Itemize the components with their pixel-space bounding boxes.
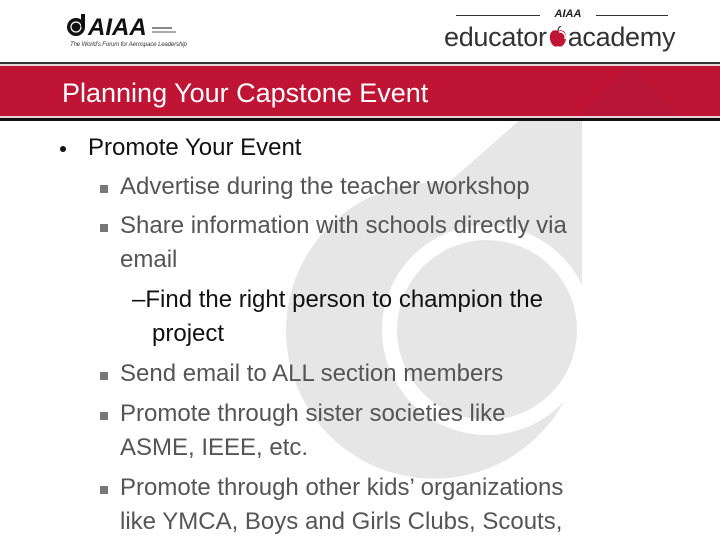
slide-header [0, 0, 720, 62]
ea-top-line [456, 8, 668, 22]
bullet-share-info-cont: email [120, 246, 178, 273]
slide-title: Planning Your Capstone Event [62, 78, 429, 108]
bullet-square-icon [100, 412, 108, 420]
bullet-square-icon [100, 185, 108, 193]
aiaa-mark-icon [66, 12, 178, 38]
bullet-square-icon [100, 372, 108, 380]
bullet-promote-your-event: Promote Your Event [88, 134, 302, 161]
title-rule-dark [0, 118, 720, 121]
svg-text:AIAA: AIAA [88, 14, 147, 38]
ea-aiaa-text: AIAA [554, 8, 582, 20]
bullet-square-icon [100, 486, 108, 494]
educator-academy-logo [440, 4, 680, 58]
ea-word-educator: educator [444, 22, 547, 52]
bullet-find-person-cont: project [152, 320, 225, 347]
title-band [0, 66, 720, 116]
bullet-share-info: Share information with schools directly via [120, 212, 567, 239]
aiaa-tagline: The World's Forum for Aerospace Leadership [70, 42, 187, 48]
bullet-dot-icon [60, 146, 66, 152]
ea-wordmark [444, 22, 675, 53]
watermark-arrow-icon [570, 66, 690, 116]
bullet-find-person: –Find the right person to champion the [132, 286, 543, 313]
bullet-sister-societies-cont: ASME, IEEE, etc. [120, 434, 309, 461]
apple-icon [549, 26, 567, 48]
bullet-advertise: Advertise during the teacher workshop [120, 173, 530, 200]
bullet-kids-orgs-cont: like YMCA, Boys and Girls Clubs, Scouts, [120, 508, 563, 535]
bullet-send-email: Send email to ALL section members [120, 360, 504, 387]
bullet-sister-societies: Promote through sister societies like [120, 400, 506, 427]
ea-word-academy: academy [567, 22, 676, 52]
bullet-kids-orgs: Promote through other kids’ organizations [120, 474, 564, 501]
bullet-square-icon [100, 224, 108, 232]
aiaa-logo [66, 12, 186, 54]
